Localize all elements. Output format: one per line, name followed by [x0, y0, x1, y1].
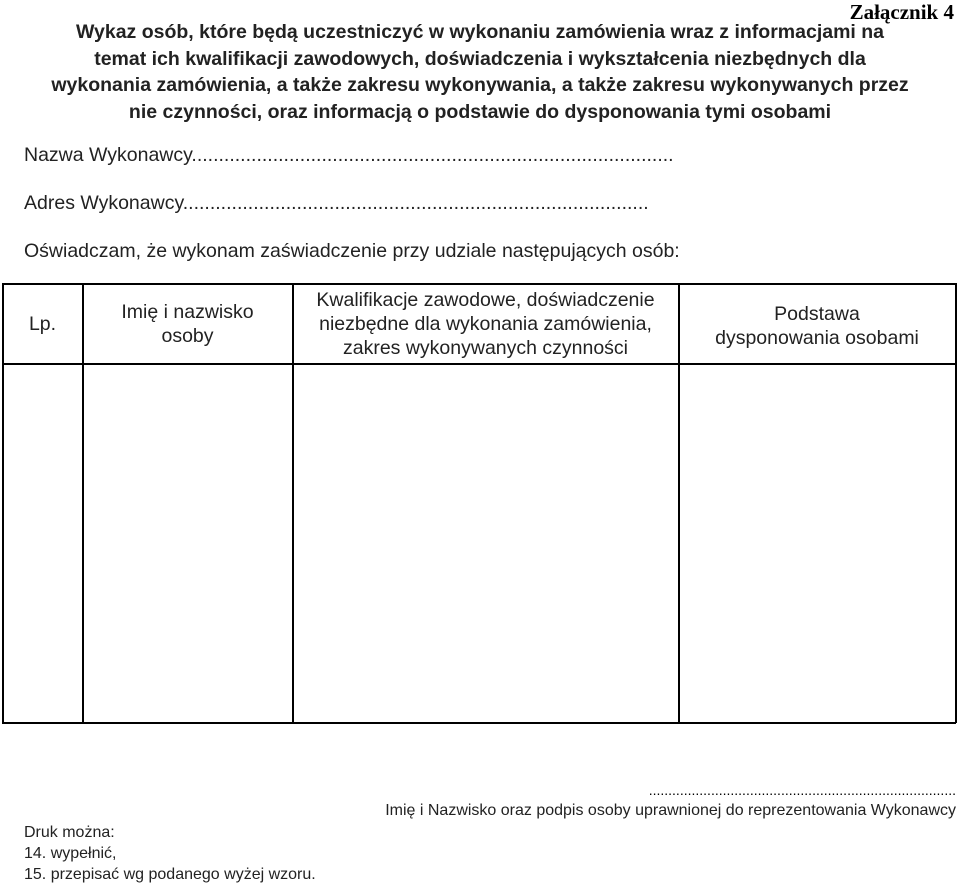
table-border-bottom [2, 722, 956, 724]
attachment-label: Załącznik 4 [849, 0, 954, 24]
title-line: Wykaz osób, które będą uczestniczyć w wykonaniu zamówienia wraz z informacjami na [75, 21, 885, 43]
signature-caption: Imię i Nazwisko oraz podpis osoby uprawnionej do reprezentowania Wykonawcy [385, 802, 956, 819]
print-note-item: 15. przepisać wg podanego wyżej wzoru. [24, 866, 316, 883]
header-name [83, 284, 292, 363]
header-lp [3, 284, 82, 363]
print-note-heading: Druk można: [24, 824, 115, 841]
header-qualifications-line: niezbędne dla wykonania zamówienia, [319, 312, 652, 335]
table-border-right [955, 283, 957, 723]
header-lp-text: Lp. [28, 312, 57, 335]
header-qualifications [293, 284, 678, 363]
title-line: temat ich kwalifikacji zawodowych, doświadczenia i wykształcenia niezbędnych dla [94, 47, 866, 70]
header-basis-line: dysponowania osobami [715, 326, 919, 349]
company-address-field[interactable]: Adres Wykonawcy...................................................................................... [24, 192, 649, 214]
header-basis [679, 284, 955, 363]
header-qualifications-line: Kwalifikacje zawodowe, doświadczenie [316, 288, 655, 311]
header-name-line: Imię i nazwisko [121, 300, 254, 323]
title-line: nie czynności, oraz informacją o podstawie do dysponowania tymi osobami [128, 100, 832, 123]
header-qualifications-line: zakres wykonywanych czynności [342, 336, 629, 359]
table-header-divider [2, 363, 956, 365]
declaration-text: Oświadczam, że wykonam zaświadczenie przy udziale następujących osób: [24, 240, 680, 262]
company-name-field[interactable]: Nazwa Wykonawcy......................................................................................... [24, 144, 674, 166]
header-name-line: osoby [161, 324, 214, 347]
print-note-item: 14. wypełnić, [24, 845, 117, 862]
print-note [24, 822, 316, 885]
signature-line[interactable]: ............................................................................... [648, 782, 956, 798]
header-basis-line: Podstawa [774, 302, 860, 325]
title-line: wykonania zamówienia, a także zakresu wykonywania, a także zakresu wykonywanych przez [51, 74, 909, 96]
